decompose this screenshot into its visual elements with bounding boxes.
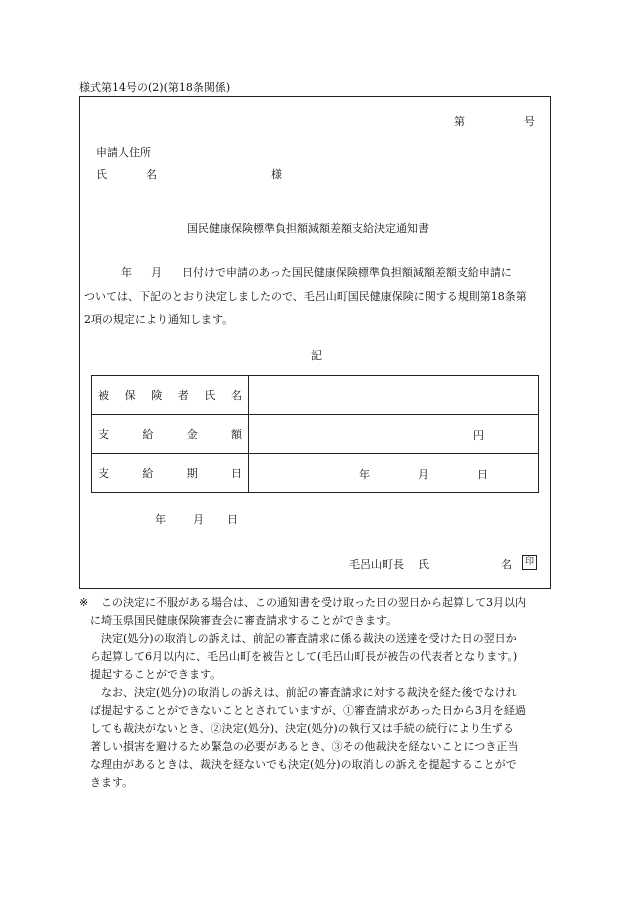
issue-month: 月 bbox=[193, 513, 204, 526]
number-dai: 第 bbox=[454, 115, 465, 128]
notes-p3-l2: ば提起することができないこととされていますが、①審査請求があった日から3月を経過 bbox=[90, 704, 526, 717]
label-char: 日 bbox=[230, 467, 242, 480]
label-char: 額 bbox=[230, 428, 242, 441]
number-go: 号 bbox=[524, 115, 535, 128]
date-year: 年 bbox=[359, 468, 370, 481]
date-label bbox=[98, 465, 242, 481]
date-day: 日 bbox=[477, 468, 488, 481]
label-char: 期 bbox=[186, 467, 198, 480]
notes-mark: ※ bbox=[79, 596, 89, 609]
label-char: 給 bbox=[142, 428, 154, 441]
notes-p3-l3: しても裁決がないとき、②決定(処分)、決定(処分)の執行又は手続の続行により生ずる bbox=[90, 722, 514, 735]
label-char: 氏 bbox=[204, 389, 216, 402]
signer-name-2: 名 bbox=[501, 558, 512, 571]
label-char: 者 bbox=[177, 389, 189, 402]
issue-day: 日 bbox=[227, 513, 238, 526]
insured-name-label bbox=[98, 387, 242, 403]
applicant-name-label-2: 名 bbox=[146, 168, 157, 181]
signer-title: 毛呂山町長 bbox=[349, 558, 404, 571]
applicant-honorific: 様 bbox=[271, 168, 282, 181]
seal-mark: 印 bbox=[522, 555, 537, 570]
insured-name-value bbox=[249, 376, 539, 415]
notes-p2-l1: 決定(処分)の取消しの訴えは、前記の審査請求に係る裁決の送達を受けた日の翌日か bbox=[101, 632, 517, 645]
date-month: 月 bbox=[418, 468, 429, 481]
label-char: 支 bbox=[98, 428, 109, 441]
notes-p1-l2: に埼玉県国民健康保険審査会に審査請求することができます。 bbox=[90, 614, 398, 627]
label-char: 保 bbox=[124, 389, 136, 402]
date-value bbox=[249, 454, 539, 493]
notes-p1-l1: この決定に不服がある場合は、この通知書を受け取った日の翌日から起算して3月以内 bbox=[101, 596, 526, 609]
issue-year: 年 bbox=[155, 513, 166, 526]
form-label: 様式第14号の(2)(第18条関係) bbox=[79, 81, 231, 94]
table-row bbox=[92, 454, 539, 493]
applicant-address-label: 申請人住所 bbox=[96, 146, 151, 159]
decision-table bbox=[91, 375, 539, 493]
document-title: 国民健康保険標準負担額減額差額支給決定通知書 bbox=[187, 222, 429, 235]
notes-p2-l3: 提起することができます。 bbox=[90, 668, 222, 681]
label-char: 険 bbox=[151, 389, 163, 402]
label-char: 金 bbox=[186, 428, 198, 441]
table-row bbox=[92, 415, 539, 454]
signer-name-1: 氏 bbox=[418, 558, 429, 571]
ki-heading: 記 bbox=[311, 349, 322, 362]
body-line3: 2項の規定により通知します。 bbox=[84, 313, 234, 326]
applicant-name-label-1: 氏 bbox=[96, 168, 107, 181]
notes-p3-l1: なお、決定(処分)の取消しの訴えは、前記の審査請求に対する裁決を経た後でなけれ bbox=[101, 686, 517, 699]
amount-value bbox=[249, 415, 539, 454]
body-line1-month: 月 bbox=[151, 266, 162, 279]
label-char: 名 bbox=[230, 389, 242, 402]
table-row bbox=[92, 376, 539, 415]
notes-p3-l6: きます。 bbox=[90, 776, 134, 789]
label-char: 被 bbox=[98, 389, 109, 402]
label-char: 給 bbox=[142, 467, 154, 480]
notes-p3-l4: 著しい損害を避けるため緊急の必要があるとき、③その他裁決を経ないことにつき正当 bbox=[90, 740, 519, 753]
body-line1-rest: 日付けで申請のあった国民健康保険標準負担額減額差額支給申請に bbox=[182, 266, 512, 279]
notes-p2-l2: ら起算して6月以内に、毛呂山町を被告として(毛呂山町長が被告の代表者となります。) bbox=[90, 650, 518, 663]
notes-p3-l5: な理由があるときは、裁決を経ないでも決定(処分)の取消しの訴えを提起することがで bbox=[90, 758, 517, 771]
label-char: 支 bbox=[98, 467, 109, 480]
amount-label bbox=[98, 426, 242, 442]
body-line2: ついては、下記のとおり決定しましたので、毛呂山町国民健康保険に関する規則第18条第 bbox=[84, 290, 527, 303]
amount-unit: 円 bbox=[473, 429, 484, 442]
body-line1-year: 年 bbox=[121, 266, 132, 279]
